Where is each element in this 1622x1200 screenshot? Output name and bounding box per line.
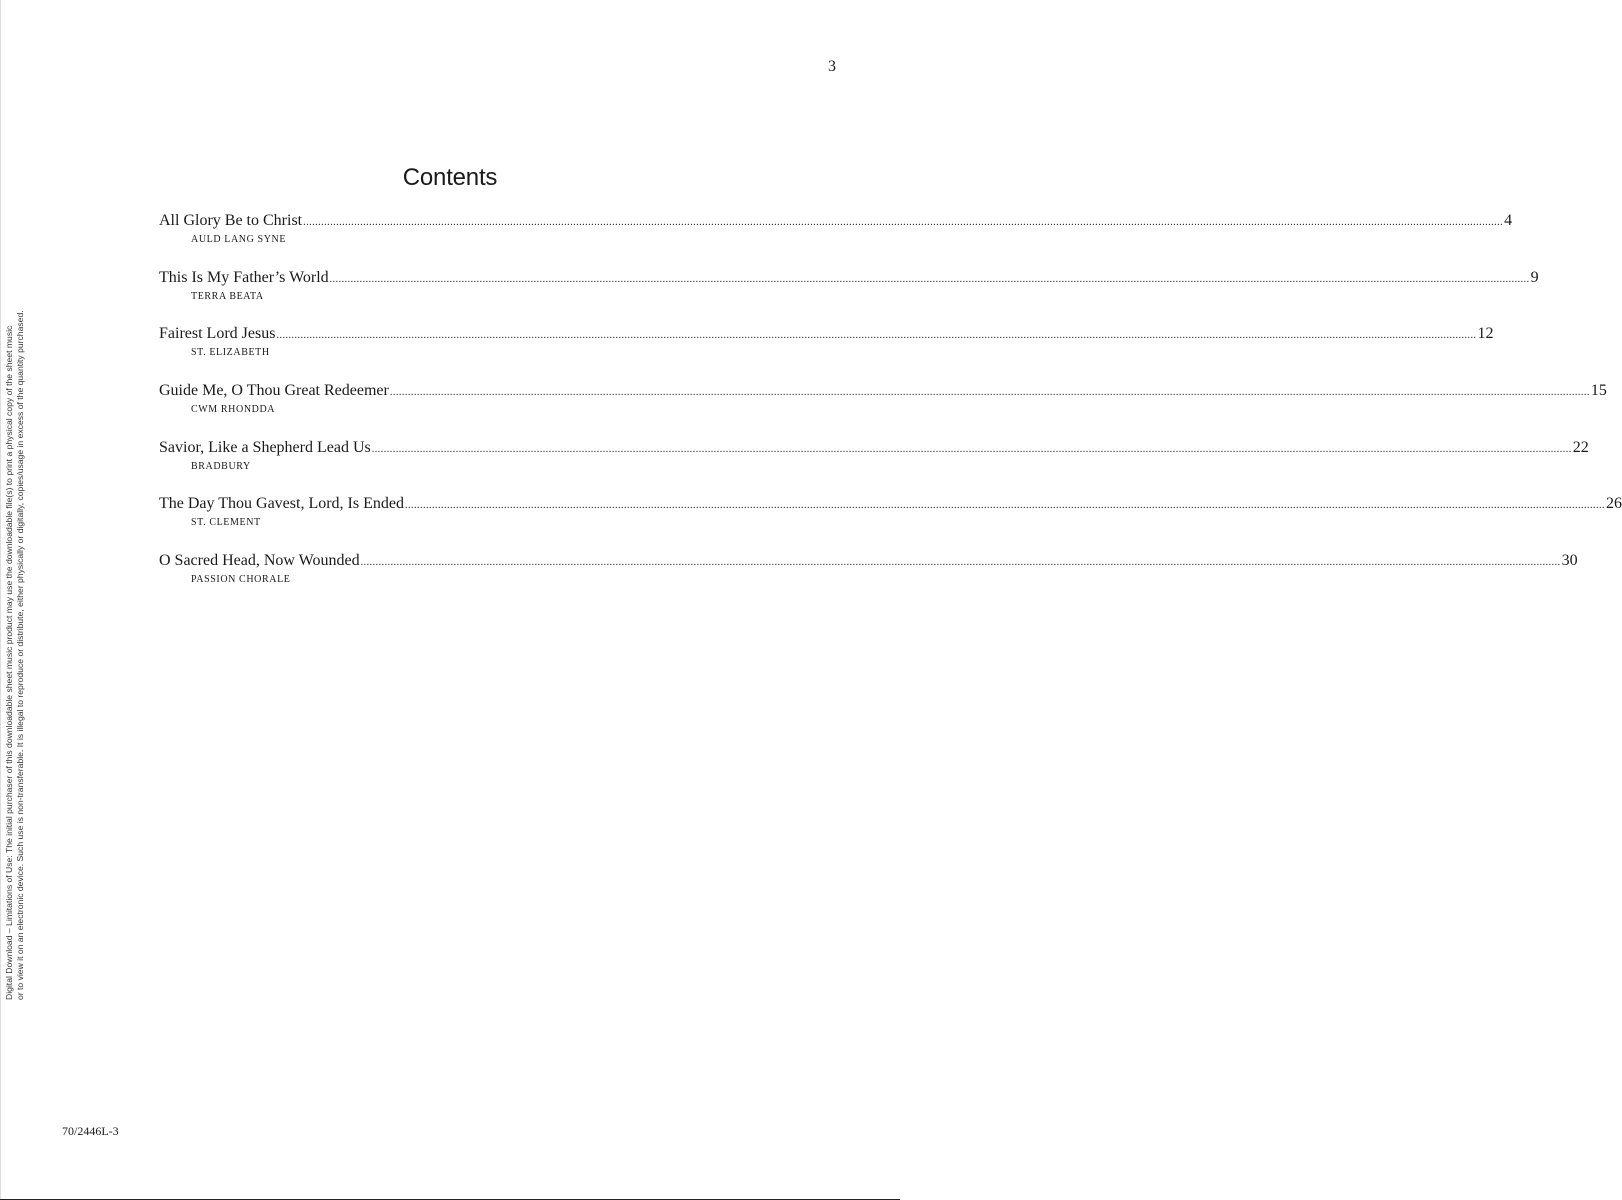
toc-line xyxy=(159,268,1539,290)
toc-entry[interactable] xyxy=(159,211,1513,268)
page-title: Contents xyxy=(402,164,498,191)
toc-tune-name: ST. CLEMENT xyxy=(191,517,261,529)
table-of-contents xyxy=(159,211,1622,608)
toc-title: Guide Me, O Thou Great Redeemer xyxy=(159,382,389,400)
toc-page-number: 26 xyxy=(1605,495,1622,513)
toc-line xyxy=(159,211,1513,233)
toc-entry[interactable] xyxy=(159,494,1622,551)
toc-line xyxy=(159,381,1607,403)
toc-line xyxy=(159,551,1578,573)
toc-tune-name: PASSION CHORALE xyxy=(191,574,291,586)
toc-entry[interactable] xyxy=(159,551,1578,608)
usage-notice-line-1: Digital Download – Limitations of Use: The initial purchaser of this downloadable sheet music product may use the downloadable file(s) to print a physical copy of the sheet music xyxy=(4,325,14,1000)
usage-limitations-notice xyxy=(4,180,25,1000)
toc-page-number: 9 xyxy=(1530,268,1539,286)
toc-page-number: 15 xyxy=(1590,382,1607,400)
toc-tune-name: AULD LANG SYNE xyxy=(191,234,287,245)
toc-entry[interactable] xyxy=(159,381,1607,438)
toc-title: This Is My Father’s World xyxy=(159,268,329,286)
toc-title: The Day Thou Gavest, Lord, Is Ended xyxy=(159,495,404,513)
dot-leader: ................................................................................................................................................................................................................................................................................................................................................................................................................ xyxy=(371,443,1572,455)
dot-leader: ................................................................................................................................................................................................................................................................................................................................................................................................................ xyxy=(360,557,1561,569)
toc-page-number: 30 xyxy=(1561,552,1578,570)
toc-entry[interactable] xyxy=(159,268,1539,325)
dot-leader: ................................................................................................................................................................................................................................................................................................................................................................................................................ xyxy=(389,387,1590,399)
toc-title: Fairest Lord Jesus xyxy=(159,325,276,343)
toc-entry[interactable] xyxy=(159,438,1589,495)
catalog-number: 70/2446L-3 xyxy=(62,1124,119,1138)
toc-page-number: 22 xyxy=(1572,438,1589,456)
toc-line xyxy=(159,494,1622,516)
toc-tune-name: ST. ELIZABETH xyxy=(191,347,270,359)
toc-tune-name: BRADBURY xyxy=(191,460,251,472)
usage-notice-line-2: or to view it on an electronic device. Such use is non-transferable. It is illegal to reproduce or distribute, either physically or digitally, copies/usage in excess of the quantity purchased. xyxy=(14,310,25,1000)
toc-tune-name: TERRA BEATA xyxy=(191,290,264,302)
dot-leader: ................................................................................................................................................................................................................................................................................................................................................................................................................ xyxy=(329,273,1530,285)
toc-title: All Glory Be to Christ xyxy=(159,212,303,229)
toc-line xyxy=(159,324,1494,346)
toc-tune-name: CWM RHONDDA xyxy=(191,404,276,416)
toc-line xyxy=(159,438,1589,460)
dot-leader: ................................................................................................................................................................................................................................................................................................................................................................................................................ xyxy=(276,330,1477,342)
dot-leader: ................................................................................................................................................................................................................................................................................................................................................................................................................ xyxy=(404,500,1605,512)
toc-title: O Sacred Head, Now Wounded xyxy=(159,552,360,570)
toc-page-number: 4 xyxy=(1504,212,1513,229)
dot-leader: ................................................................................................................................................................................................................................................................................................................................................................................................................ xyxy=(303,217,1504,228)
toc-title: Savior, Like a Shepherd Lead Us xyxy=(159,438,371,456)
toc-entry[interactable] xyxy=(159,324,1494,381)
toc-page-number: 12 xyxy=(1477,325,1494,343)
page-number: 3 xyxy=(828,58,836,75)
